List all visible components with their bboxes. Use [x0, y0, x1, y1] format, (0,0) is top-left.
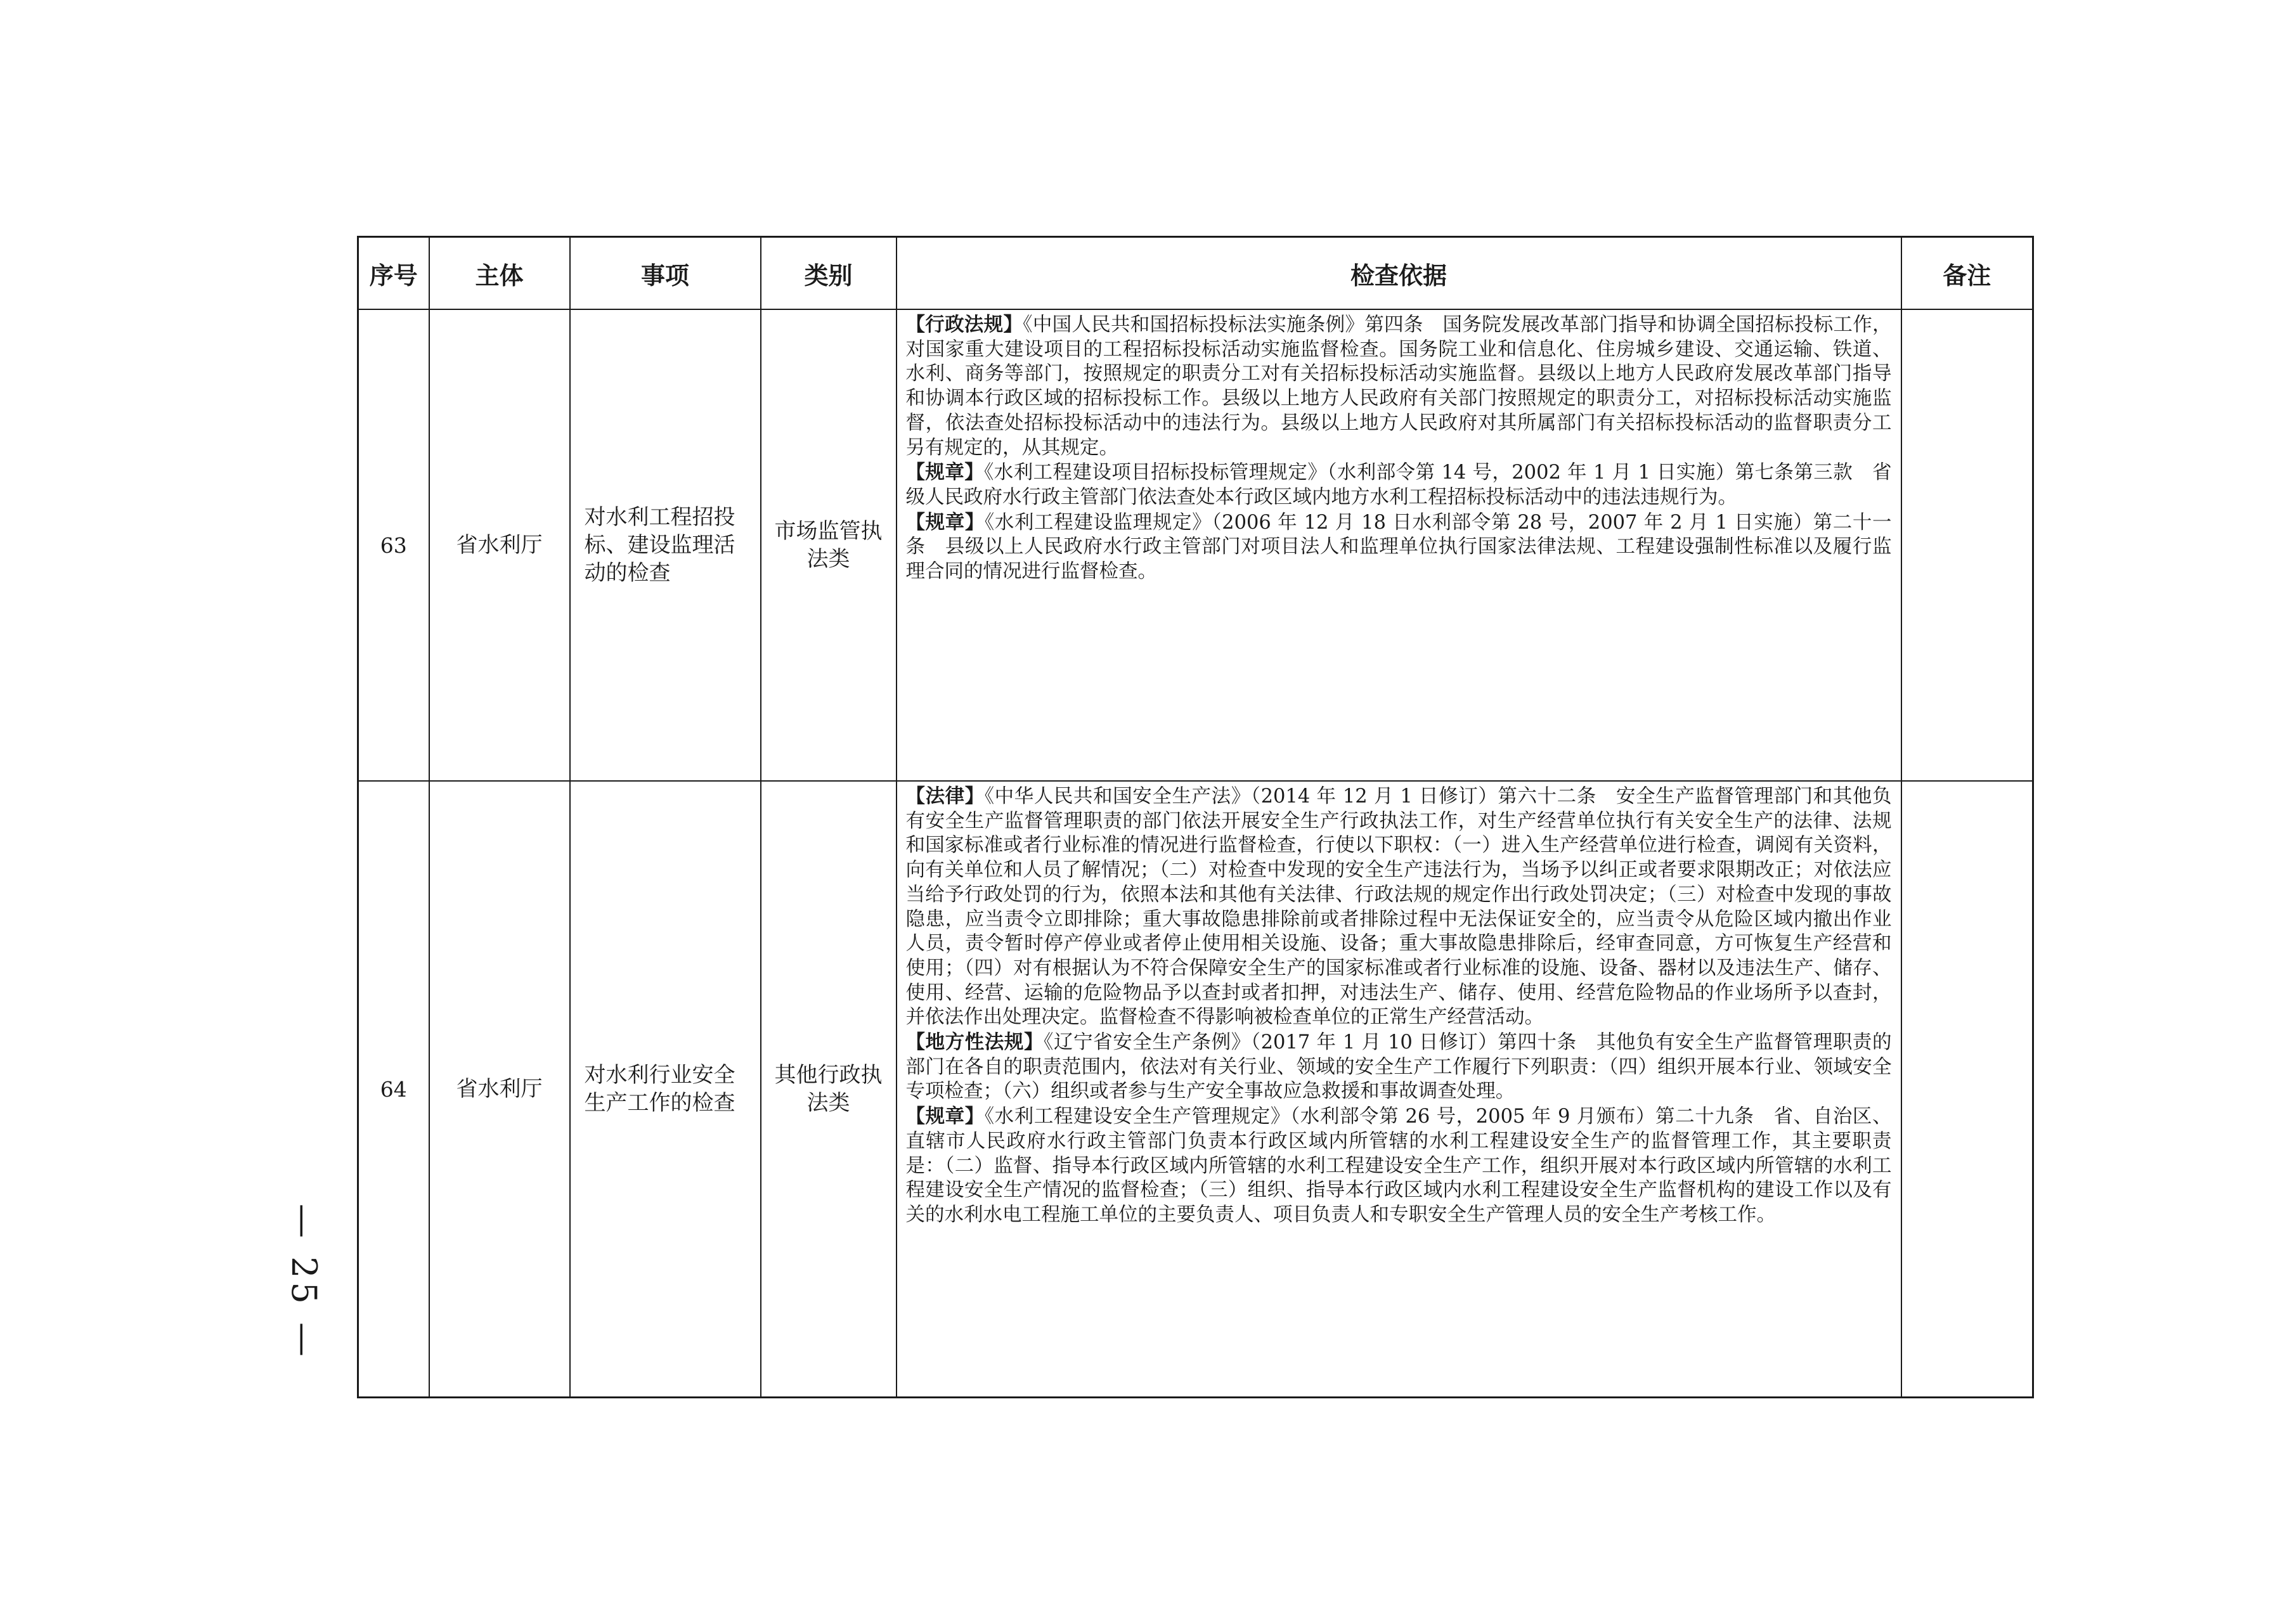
row-basis [897, 781, 1901, 1398]
row-seq: 63 [358, 309, 429, 781]
basis-text: 《中国人民共和国招标投标法实施条例》第四条 国务院发展改革部门指导和协调全国招标投标工作，对国家重大建设项目的工程招标投标活动实施监督检查。国务院工业和信息化、住房城乡建设、交通运输、铁道、水利、商务等部门，按照规定的职责分工对有关招标投标活动实施监督。县级以上地方人民政府发展改革部门指导和协调本行政区域的招标投标工作。县级以上地方人民政府有关部门按照规定的职责分工，对招标投标活动实施监督，依法查处招标投标活动中的违法行为。县级以上地方人民政府对其所属部门有关招标投标活动的监督职责分工另有规定的，从其规定。 [905, 314, 1892, 459]
basis-tag: 【行政法规】 [905, 313, 1023, 336]
row-category-text: 市场监管执法类 [774, 519, 883, 572]
row-matter [570, 781, 761, 1398]
basis-tag: 【法律】 [905, 785, 985, 808]
page-number-text: — 25 — [284, 1203, 325, 1360]
basis-text: 《水利工程建设安全生产管理规定》（水利部令第 26 号，2005 年 9 月颁布）第二十九条 省、自治区、直辖市人民政府水行政主管部门负责本行政区域内所管辖的水利工程建设安全生产的监督管理工作，其主要职责是：（二）监督、指导本行政区域内所管辖的水利工程建设安全生产工作，组织开展对本行政区域内所管辖的水利工程建设安全生产情况的监督检查；（三）组织、指导本行政区域内水利工程建设安全生产监督机构的建设工作以及有关的水利水电工程施工单位的主要负责人、项目负责人和专职安全生产管理人员的安全生产考核工作。 [905, 1105, 1892, 1226]
table-row [358, 309, 2033, 781]
basis-text: 《辽宁省安全生产条例》（2017 年 1 月 10 日修订）第四十条 其他负有安全生产监督管理职责的部门在各自的职责范围内，依法对有关行业、领域的安全生产工作履行下列职责：（四）组织开展本行业、领域安全专项检查；（六）组织或者参与生产安全事故应急救援和事故调查处理。 [905, 1031, 1892, 1103]
header-basis: 检查依据 [897, 237, 1901, 310]
table-row [358, 781, 2033, 1398]
basis-tag: 【地方性法规】 [905, 1031, 1044, 1054]
basis-text: 《中华人民共和国安全生产法》（2014 年 12 月 1 日修订）第六十二条 安全生产监督管理部门和其他负有安全生产监督管理职责的部门依法开展安全生产行政执法工作，对生产经营单位执行有关安全生产的法律、法规和国家标准或者行业标准的情况进行监督检查，行使以下职权：（一）进入生产经营单位进行检查，调阅有关资料，向有关单位和人员了解情况；（二）对检查中发现的安全生产违法行为，当场予以纠正或者要求限期改正；对依法应当给予行政处罚的行为，依照本法和其他有关法律、行政法规的规定作出行政处罚决定；（三）对检查中发现的事故隐患，应当责令立即排除；重大事故隐患排除前或者排除过程中无法保证安全的，应当责令从危险区域内撤出作业人员，责令暂时停产停业或者停止使用相关设施、设备；重大事故隐患排除后，经审查同意，方可恢复生产经营和使用；（四）对有根据认为不符合保障安全生产的国家标准或者行业标准的设施、设备、器材以及违法生产、储存、使用、经营、运输的危险物品予以查封或者扣押，对违法生产、储存、使用、经营危险物品的作业场所予以查封，并依法作出处理决定。监督检查不得影响被检查单位的正常生产经营活动。 [905, 785, 1892, 1029]
basis-text: 《水利工程建设项目招标投标管理规定》（水利部令第 14 号，2002 年 1 月 1 日实施）第七条第三款 省级人民政府水行政主管部门依法查处本行政区域内地方水利工程招标投标活动中的违法违规行为。 [905, 461, 1892, 508]
row-basis [897, 309, 1901, 781]
basis-paragraph [906, 460, 1892, 510]
row-notes [1901, 309, 2033, 781]
row-matter-text: 对水利工程招投标、建设监理活动的检查 [584, 505, 735, 586]
basis-paragraph [906, 510, 1892, 584]
basis-tag: 【规章】 [905, 461, 985, 484]
row-seq: 64 [358, 781, 429, 1398]
basis-paragraph [906, 1104, 1892, 1228]
header-category: 类别 [761, 237, 897, 310]
basis-paragraph [906, 784, 1892, 1030]
row-subject [429, 781, 570, 1398]
header-subject: 主体 [429, 237, 570, 310]
header-notes: 备注 [1901, 237, 2033, 310]
row-category [761, 309, 897, 781]
table-header-row [358, 237, 2033, 310]
row-subject-text: 省水利厅 [456, 532, 543, 558]
basis-text: 《水利工程建设监理规定》（2006 年 12 月 18 日水利部令第 28 号，2007 年 2 月 1 日实施）第二十一条 县级以上人民政府水行政主管部门对项目法人和监理单位执行国家法律法规、工程建设强制性标准以及履行监理合同的情况进行监督检查。 [905, 511, 1892, 583]
row-matter-text: 对水利行业安全生产工作的检查 [584, 1062, 735, 1116]
header-seq: 序号 [358, 237, 429, 310]
row-notes [1901, 781, 2033, 1398]
basis-tag: 【规章】 [905, 510, 985, 534]
basis-tag: 【规章】 [905, 1105, 985, 1128]
row-matter [570, 309, 761, 781]
inspection-table [357, 236, 2034, 1398]
page-number [266, 1193, 342, 1370]
basis-paragraph [906, 313, 1892, 460]
header-matter: 事项 [570, 237, 761, 310]
row-subject [429, 309, 570, 781]
basis-paragraph [906, 1030, 1892, 1104]
row-category [761, 781, 897, 1398]
row-subject-text: 省水利厅 [456, 1076, 543, 1102]
row-category-text: 其他行政执法类 [774, 1062, 883, 1116]
